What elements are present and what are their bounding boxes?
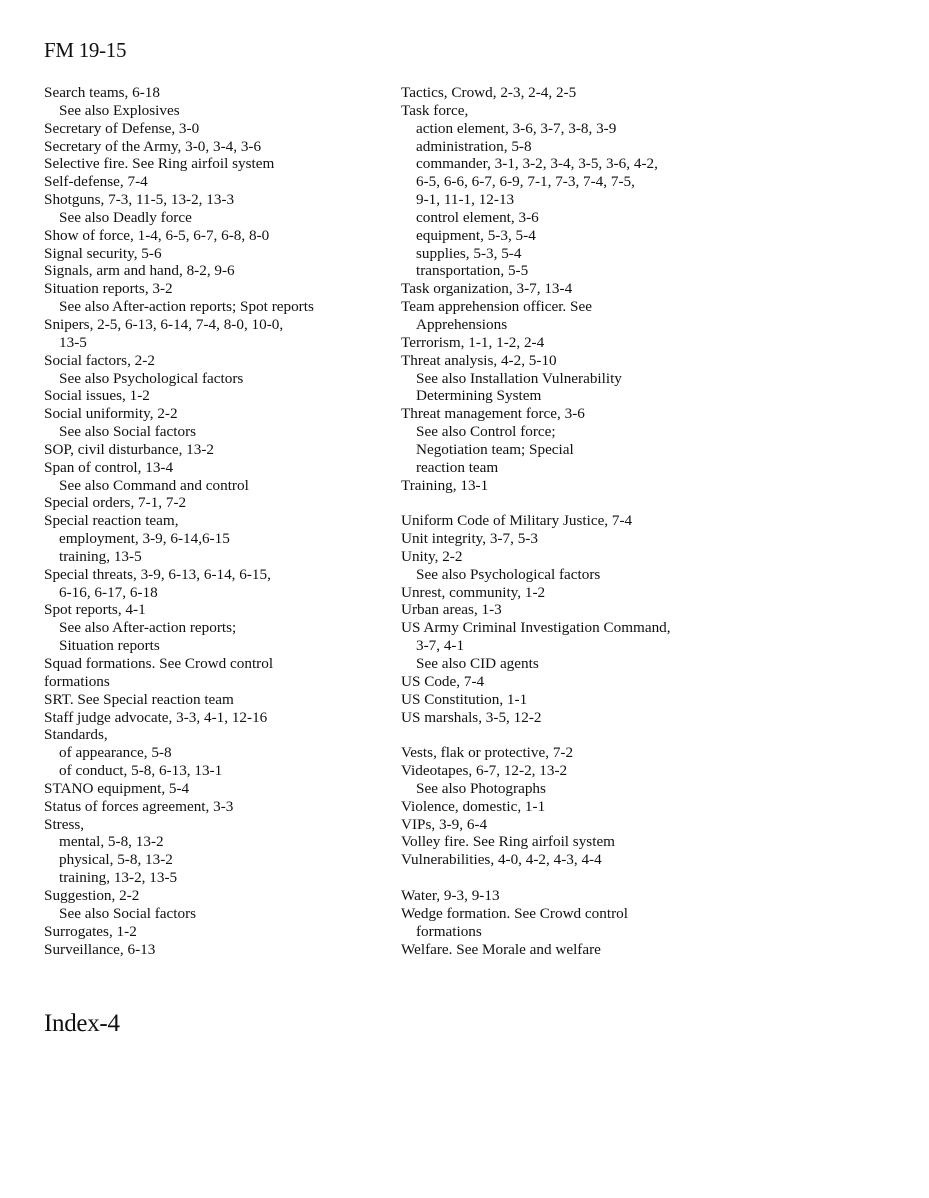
index-entry: US marshals, 3-5, 12-2 <box>401 708 542 726</box>
index-subentry: See also After-action reports; Spot reports <box>59 298 314 316</box>
index-entry: VIPs, 3-9, 6-4 <box>401 815 488 833</box>
index-entry: SOP, civil disturbance, 13-2 <box>44 440 214 458</box>
index-entry: Signals, arm and hand, 8-2, 9-6 <box>44 262 235 280</box>
index-subentry: See also Explosives <box>59 101 180 119</box>
index-subentry: commander, 3-1, 3-2, 3-4, 3-5, 3-6, 4-2, <box>416 155 658 173</box>
index-entry: Span of control, 13-4 <box>44 458 174 476</box>
index-entry: Situation reports, 3-2 <box>44 280 173 298</box>
index-entry: Volley fire. See Ring airfoil system <box>401 833 615 851</box>
index-subentry: action element, 3-6, 3-7, 3-8, 3-9 <box>416 119 617 137</box>
index-subentry: 6-5, 6-6, 6-7, 6-9, 7-1, 7-3, 7-4, 7-5, <box>416 173 635 191</box>
index-entry: Wedge formation. See Crowd control <box>401 904 628 922</box>
index-entry: Vests, flak or protective, 7-2 <box>401 744 574 762</box>
index-entry: STANO equipment, 5-4 <box>44 779 190 797</box>
index-subentry: See also Psychological factors <box>59 369 244 387</box>
index-subentry: formations <box>416 922 482 940</box>
index-subentry: See also Installation Vulnerability <box>416 369 622 387</box>
index-entry: Spot reports, 4-1 <box>44 601 146 619</box>
index-entry: Show of force, 1-4, 6-5, 6-7, 6-8, 8-0 <box>44 226 270 244</box>
index-subentry: Situation reports <box>59 637 160 655</box>
index-entry: Special orders, 7-1, 7-2 <box>44 494 187 512</box>
index-entry: Vulnerabilities, 4-0, 4-2, 4-3, 4-4 <box>401 851 602 869</box>
index-subentry: mental, 5-8, 13-2 <box>59 833 164 851</box>
index-entry: Uniform Code of Military Justice, 7-4 <box>401 512 633 530</box>
index-entry: Special threats, 3-9, 6-13, 6-14, 6-15, <box>44 565 271 583</box>
index-entry: Suggestion, 2-2 <box>44 886 140 904</box>
index-entry: Staff judge advocate, 3-3, 4-1, 12-16 <box>44 708 268 726</box>
index-entry: Surrogates, 1-2 <box>44 922 137 940</box>
index-subentry: equipment, 5-3, 5-4 <box>416 226 536 244</box>
index-entry: Task organization, 3-7, 13-4 <box>401 280 573 298</box>
index-subentry: control element, 3-6 <box>416 208 539 226</box>
index-entry: Violence, domestic, 1-1 <box>401 797 546 815</box>
index-entry: Secretary of the Army, 3-0, 3-4, 3-6 <box>44 137 262 155</box>
index-entry: Special reaction team, <box>44 512 179 530</box>
index-subentry: See also Deadly force <box>59 208 192 226</box>
index-entry: Surveillance, 6-13 <box>44 940 156 958</box>
index-entry: Standards, <box>44 726 108 744</box>
index-entry: Welfare. See Morale and welfare <box>401 940 601 958</box>
index-entry: Urban areas, 1-3 <box>401 601 502 619</box>
index-subentry: See also Photographs <box>416 779 546 797</box>
index-entry: Team apprehension officer. See <box>401 298 592 316</box>
index-entry: Shotguns, 7-3, 11-5, 13-2, 13-3 <box>44 191 235 209</box>
index-entry: US Code, 7-4 <box>401 672 485 690</box>
index-subentry: Determining System <box>416 387 542 405</box>
index-subentry: transportation, 5-5 <box>416 262 529 280</box>
index-subentry: training, 13-5 <box>59 547 142 565</box>
index-entry: Self-defense, 7-4 <box>44 173 148 191</box>
index-entry: US Army Criminal Investigation Command, <box>401 619 671 637</box>
index-entry: Videotapes, 6-7, 12-2, 13-2 <box>401 762 568 780</box>
index-entry: Tactics, Crowd, 2-3, 2-4, 2-5 <box>401 84 577 101</box>
index-subentry: 3-7, 4-1 <box>416 637 465 655</box>
index-subentry: employment, 3-9, 6-14,6-15 <box>59 530 230 548</box>
index-entry: Task force, <box>401 101 469 119</box>
index-subentry: See also Control force; <box>416 423 556 441</box>
index-subentry: supplies, 5-3, 5-4 <box>416 244 522 262</box>
index-entry: US Constitution, 1-1 <box>401 690 528 708</box>
index-entry: Status of forces agreement, 3-3 <box>44 797 234 815</box>
index-subentry: Apprehensions <box>416 315 508 333</box>
index-entry: SRT. See Special reaction team <box>44 690 234 708</box>
index-entry: Search teams, 6-18 <box>44 84 160 101</box>
index-entry: Social factors, 2-2 <box>44 351 155 369</box>
page-footer: Index-4 <box>44 1010 120 1037</box>
index-entry: Signal security, 5-6 <box>44 244 162 262</box>
index-entry: Unity, 2-2 <box>401 547 463 565</box>
index-column-right <box>401 84 741 958</box>
index-subentry: See also Social factors <box>59 904 197 922</box>
index-entry: Water, 9-3, 9-13 <box>401 886 500 904</box>
index-subentry: See also CID agents <box>416 655 539 672</box>
index-subentry: See also Psychological factors <box>416 565 601 583</box>
index-subentry: administration, 5-8 <box>416 137 532 155</box>
index-entry: Threat management force, 3-6 <box>401 405 585 423</box>
letter-group-spacer <box>401 494 741 512</box>
index-entry: Terrorism, 1-1, 1-2, 2-4 <box>401 333 545 351</box>
index-entry: Social issues, 1-2 <box>44 387 150 405</box>
index-entry: Social uniformity, 2-2 <box>44 405 178 423</box>
page-header: FM 19-15 <box>44 38 127 62</box>
index-entry: Squad formations. See Crowd control <box>44 655 274 672</box>
index-entry: Training, 13-1 <box>401 476 489 494</box>
index-entry: Unit integrity, 3-7, 5-3 <box>401 530 538 548</box>
index-subentry: 9-1, 11-1, 12-13 <box>416 191 515 209</box>
index-subentry: physical, 5-8, 13-2 <box>59 851 173 869</box>
index-entry: Unrest, community, 1-2 <box>401 583 546 601</box>
index-subentry: See also Command and control <box>59 476 249 494</box>
index-column-left <box>44 84 384 958</box>
index-entry: Selective fire. See Ring airfoil system <box>44 155 275 173</box>
index-subentry: Negotiation team; Special <box>416 440 574 458</box>
index-entry: Secretary of Defense, 3-0 <box>44 119 200 137</box>
letter-group-spacer <box>401 869 741 887</box>
index-subentry: training, 13-2, 13-5 <box>59 869 178 887</box>
index-subentry: See also After-action reports; <box>59 619 237 637</box>
letter-group-spacer <box>401 726 741 744</box>
index-subentry: of conduct, 5-8, 6-13, 13-1 <box>59 762 223 780</box>
index-subentry: of appearance, 5-8 <box>59 744 172 762</box>
index-entry: Stress, <box>44 815 85 833</box>
index-entry: Snipers, 2-5, 6-13, 6-14, 7-4, 8-0, 10-0, <box>44 315 284 333</box>
index-entry: Threat analysis, 4-2, 5-10 <box>401 351 557 369</box>
index-subentry: reaction team <box>416 458 499 476</box>
index-entry: formations <box>44 672 110 690</box>
index-subentry: 6-16, 6-17, 6-18 <box>59 583 158 601</box>
index-subentry: 13-5 <box>59 333 87 351</box>
index-subentry: See also Social factors <box>59 423 197 441</box>
